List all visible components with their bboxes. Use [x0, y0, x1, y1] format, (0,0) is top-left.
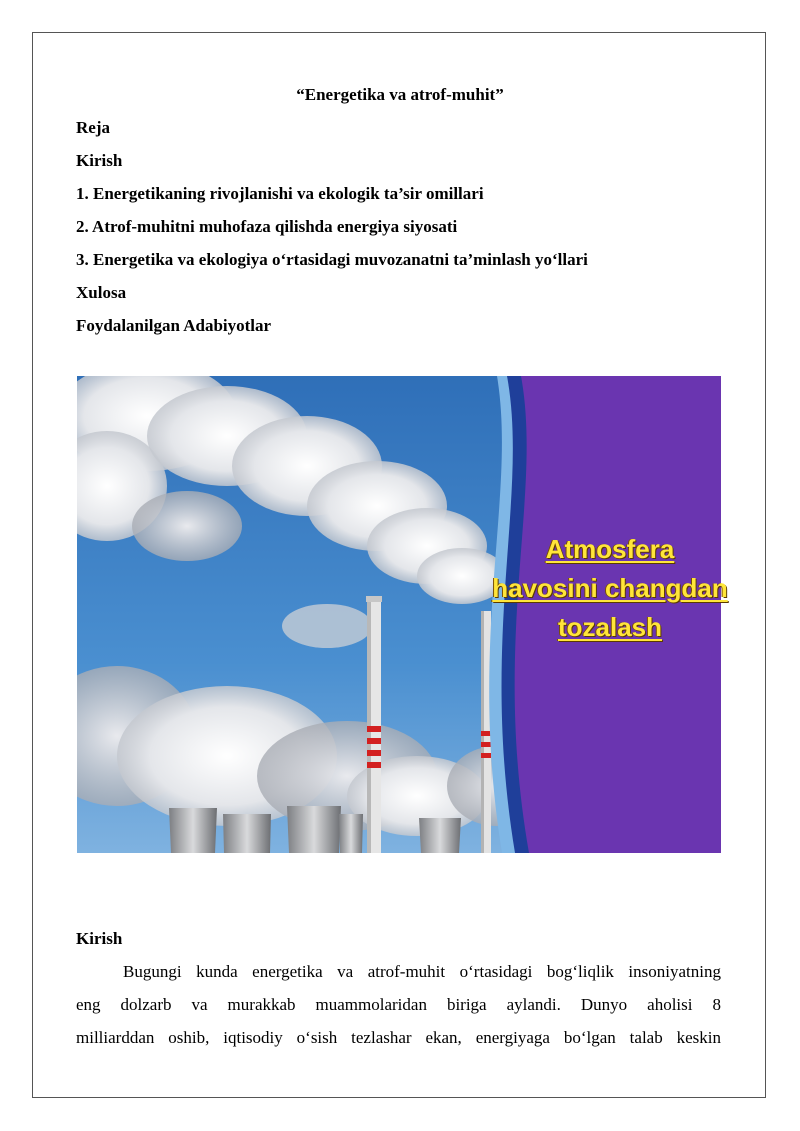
- toc-item-3: 3. Energetika va ekologiya o‘rtasidagi muvozanatni ta’minlash yo‘llari: [76, 250, 588, 269]
- chimney-left: [366, 596, 382, 853]
- paragraph-line-1: Bugungi kunda energetika va atrof-muhit o‘rtasidagi bog‘liqlik insoniyatning: [123, 962, 721, 981]
- figure-caption-line-2: havosini changdan: [492, 573, 728, 603]
- toc-kirish: Kirish: [76, 151, 123, 170]
- toc-item-2: 2. Atrof-muhitni muhofaza qilishda energiya siyosati: [76, 217, 458, 236]
- document-title: “Energetika va atrof-muhit”: [296, 85, 504, 104]
- chimney-right: [481, 611, 491, 853]
- figure-caption-line-1: Atmosfera: [545, 534, 675, 564]
- toc-reja: Reja: [76, 118, 110, 137]
- section-heading-kirish: Kirish: [76, 929, 123, 948]
- toc-xulosa: Xulosa: [76, 283, 127, 302]
- paragraph-line-3: milliarddan oshib, iqtisodiy o‘sish tezlashar ekan, energiyaga bo‘lgan talab keskin: [76, 1028, 721, 1047]
- figure-caption-line-3: tozalash: [557, 612, 663, 642]
- toc-adabiyotlar: Foydalanilgan Adabiyotlar: [76, 316, 272, 335]
- paragraph-line-2: eng dolzarb va murakkab muammolaridan biriga aylandi. Dunyo aholisi 8: [76, 995, 721, 1014]
- toc-item-1: 1. Energetikaning rivojlanishi va ekologik ta’sir omillari: [76, 184, 484, 203]
